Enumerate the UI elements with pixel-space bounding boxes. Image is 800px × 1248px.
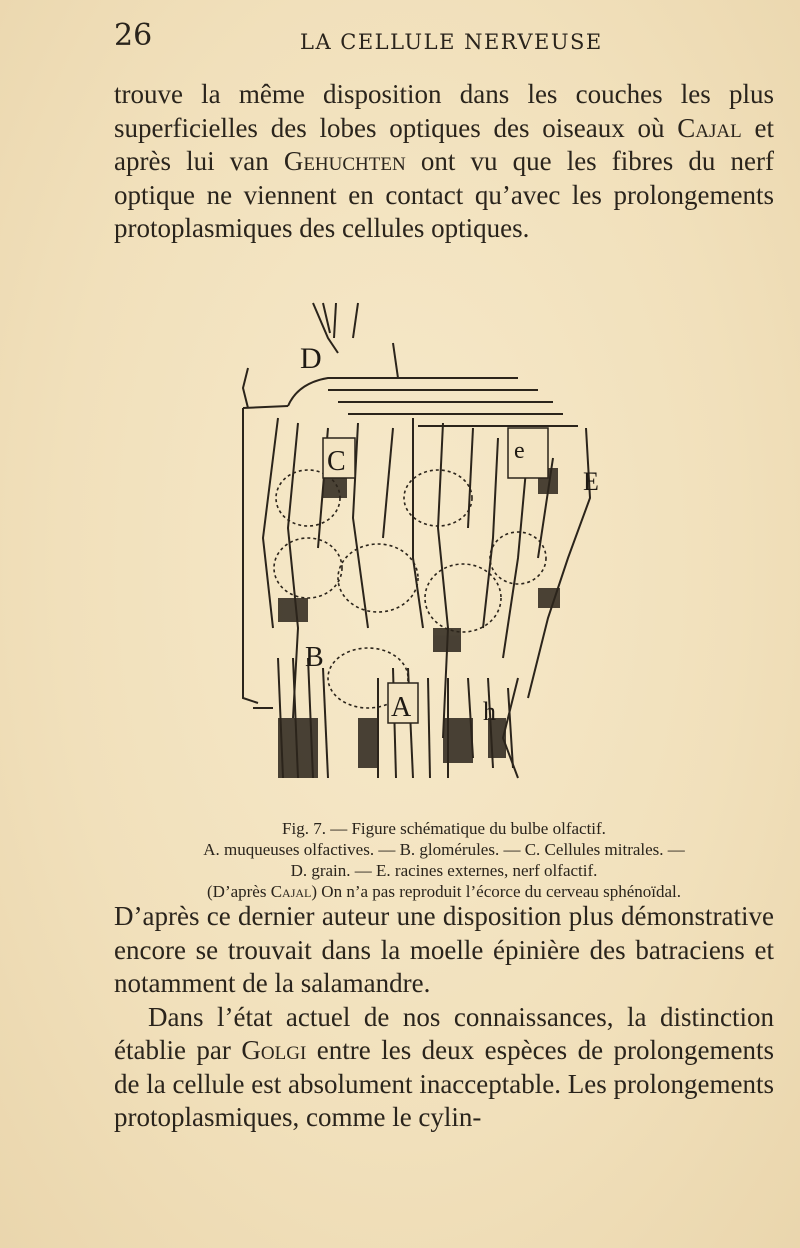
page-header bbox=[0, 18, 800, 62]
paragraph-1-text-c: ont vu que les fibres du nerf optique ne viennent en contact qu’avec les prolongements protoplasmiques des cellules optiques. bbox=[114, 146, 774, 243]
caption-line-2: A. muqueuses olfactives. — B. glomérules. — C. Cellules mitrales. — bbox=[203, 840, 685, 859]
figure-caption bbox=[114, 818, 774, 902]
caption-line-3: D. grain. — E. racines externes, nerf olfactif. bbox=[290, 861, 598, 880]
paragraph-2-text-b: Dans l’état actuel de nos connaissances, la distinction établie par bbox=[114, 1001, 774, 1065]
paragraph-1 bbox=[114, 78, 774, 246]
paragraph-2 bbox=[114, 900, 774, 1135]
caption-line-4 bbox=[114, 881, 774, 902]
paragraph-1-text-b: et après lui van bbox=[114, 112, 774, 176]
paragraph-1-text-a: trouve la même disposition dans les couches les plus superficielles des lobes optiques des oiseaux où bbox=[114, 79, 774, 143]
caption-author-cajal: Cajal bbox=[270, 882, 312, 901]
paragraph-2-text-c: entre les deux espèces de prolongements de la cellule est absolument inacceptable. Les prolongements protoplasmiques, comme le cylin- bbox=[114, 1035, 775, 1132]
caption-line-1: Fig. 7. — Figure schématique du bulbe olfactif. bbox=[282, 819, 606, 838]
author-name-gehuchten: Gehuchten bbox=[283, 146, 406, 176]
figure-label-e-small: e bbox=[514, 438, 525, 464]
figure-label-b: B bbox=[305, 642, 324, 673]
figure-illustration bbox=[218, 298, 618, 798]
caption-line-4-a: (D’après bbox=[207, 882, 271, 901]
figure-label-h: h bbox=[483, 697, 496, 726]
running-head: LA CELLULE NERVEUSE bbox=[300, 30, 603, 54]
page-number: 26 bbox=[114, 18, 153, 53]
figure-label-c: C bbox=[327, 446, 346, 477]
author-name-golgi: Golgi bbox=[241, 1035, 307, 1065]
paragraph-2-text-a: D’après ce dernier auteur une disposition plus démonstrative encore se trouvait dans la moelle épinière des batraciens et notamment de la salamandre. bbox=[114, 901, 774, 998]
olfactory-bulb-figure bbox=[218, 298, 618, 798]
caption-line-4-b: ) On n’a pas reproduit l’écorce du cerveau sphénoïdal. bbox=[311, 882, 681, 901]
author-name-cajal: Cajal bbox=[677, 112, 742, 143]
figure-label-e-large: E bbox=[583, 467, 599, 496]
figure-label-a: A bbox=[391, 692, 412, 723]
figure-label-d: D bbox=[300, 342, 322, 375]
